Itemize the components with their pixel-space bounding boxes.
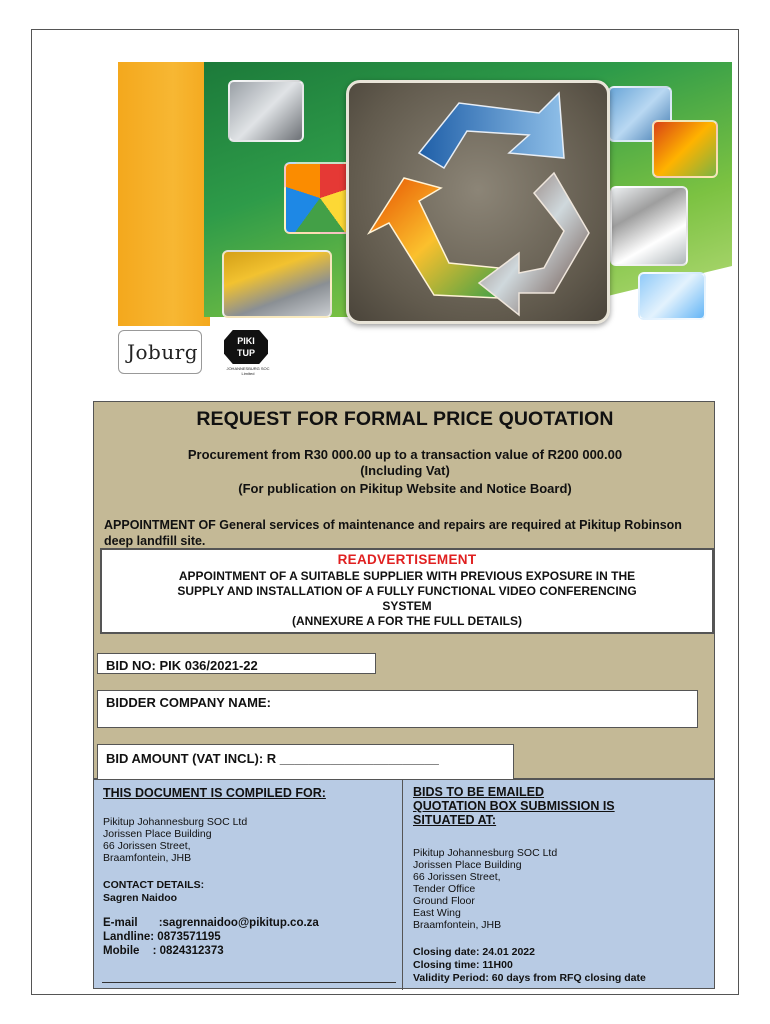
bid-amount-field[interactable]: [97, 744, 514, 780]
address-line: Tender Office: [413, 883, 476, 895]
vat-note-text: (Including Vat): [360, 463, 450, 478]
compiled-for-address: [103, 816, 247, 864]
rfq-notice-panel: [93, 401, 715, 779]
compiled-for-heading: THIS DOCUMENT IS COMPILED FOR:: [103, 786, 326, 800]
recycled-organic-photo: [652, 120, 718, 178]
readvert-line: APPOINTMENT OF A SUITABLE SUPPLIER WITH PREVIOUS EXPOSURE IN THE: [178, 569, 636, 583]
pikitup-logo-subtext: JOHANNESBURG SOC Limited: [226, 366, 270, 376]
email-link[interactable]: :sagrennaidoo@pikitup.co.za: [158, 917, 319, 929]
validity-period: Validity Period: 60 days from RFQ closing date: [413, 972, 646, 984]
recycled-paper-photo: [610, 186, 688, 266]
readvertisement-box: [100, 548, 714, 634]
submission-address: [413, 847, 557, 931]
address-line: Pikitup Johannesburg SOC Ltd: [103, 816, 248, 828]
landline-number: Landline: 0873571195: [103, 931, 221, 943]
address-line: Pikitup Johannesburg SOC Ltd: [413, 847, 558, 859]
readvert-line: (ANNEXURE A FOR THE FULL DETAILS): [292, 614, 522, 628]
column-divider: [402, 780, 403, 990]
pikitup-logo-bottom-text: TUP: [237, 348, 255, 358]
contact-details-panel: [93, 779, 715, 989]
bid-number-text: BID NO: PIK 036/2021-22: [106, 658, 258, 673]
recycling-banner-image: [118, 62, 732, 326]
recycle-arrows-icon: [349, 83, 607, 321]
publication-note-text: (For publication on Pikitup Website and Notice Board): [238, 481, 572, 496]
recycled-batteries-photo: [222, 250, 332, 318]
procurement-range-text: Procurement from R30 000.00 up to a transaction value of R200 000.00: [187, 447, 623, 462]
submission-heading: [413, 785, 615, 827]
address-line: East Wing: [413, 907, 461, 919]
bidder-company-name-label: BIDDER COMPANY NAME:: [106, 695, 271, 710]
readvert-line: SUPPLY AND INSTALLATION OF A FULLY FUNCTIONAL VIDEO CONFERENCING: [177, 584, 637, 598]
email-row: [103, 917, 319, 929]
closing-time: Closing time: 11H00: [413, 959, 513, 971]
bid-amount-label: BID AMOUNT (VAT INCL): R ______________________: [106, 751, 439, 766]
joburg-logo-text: Joburg: [127, 340, 199, 364]
recycle-symbol-panel: [346, 80, 610, 324]
address-line: Braamfontein, JHB: [103, 852, 192, 864]
signature-line: [102, 982, 396, 983]
submission-heading-line: BIDS TO BE EMAILED: [413, 785, 545, 799]
closing-date: Closing date: 24.01 2022: [413, 946, 535, 958]
contact-name: Sagren Naidoo: [103, 892, 178, 904]
readvertisement-label: READVERTISEMENT: [337, 552, 477, 567]
address-line: 66 Jorissen Street,: [103, 840, 191, 852]
appointment-description: APPOINTMENT OF General services of maintenance and repairs are required at Pikitup Robinson deep landfill site.: [104, 518, 682, 548]
email-label: E-mail: [103, 917, 138, 929]
mobile-number: : 0824312373: [152, 945, 224, 957]
banner-orange-strip: [118, 62, 210, 326]
address-line: Jorissen Place Building: [413, 859, 522, 871]
submission-heading-line: QUOTATION BOX SUBMISSION IS: [413, 799, 615, 813]
submission-heading-line: SITUATED AT:: [413, 813, 497, 827]
pikitup-logo-top-text: PIKI: [237, 336, 255, 346]
address-line: Ground Floor: [413, 895, 475, 907]
mobile-row: [103, 945, 224, 957]
address-line: Braamfontein, JHB: [413, 919, 502, 931]
joburg-logo: [118, 330, 202, 374]
address-line: Jorissen Place Building: [103, 828, 212, 840]
recycled-bottles-photo: [638, 272, 706, 320]
mobile-label: Mobile: [103, 945, 140, 957]
bid-number-field: [97, 653, 376, 674]
readvert-line: SYSTEM: [382, 599, 432, 613]
contact-details-label: CONTACT DETAILS:: [103, 879, 205, 891]
document-title: REQUEST FOR FORMAL PRICE QUOTATION: [196, 408, 614, 430]
bidder-company-name-field[interactable]: [97, 690, 698, 728]
pikitup-logo: [220, 330, 272, 374]
readvertisement-description: [102, 569, 712, 629]
recycled-cans-photo: [228, 80, 304, 142]
address-line: 66 Jorissen Street,: [413, 871, 501, 883]
